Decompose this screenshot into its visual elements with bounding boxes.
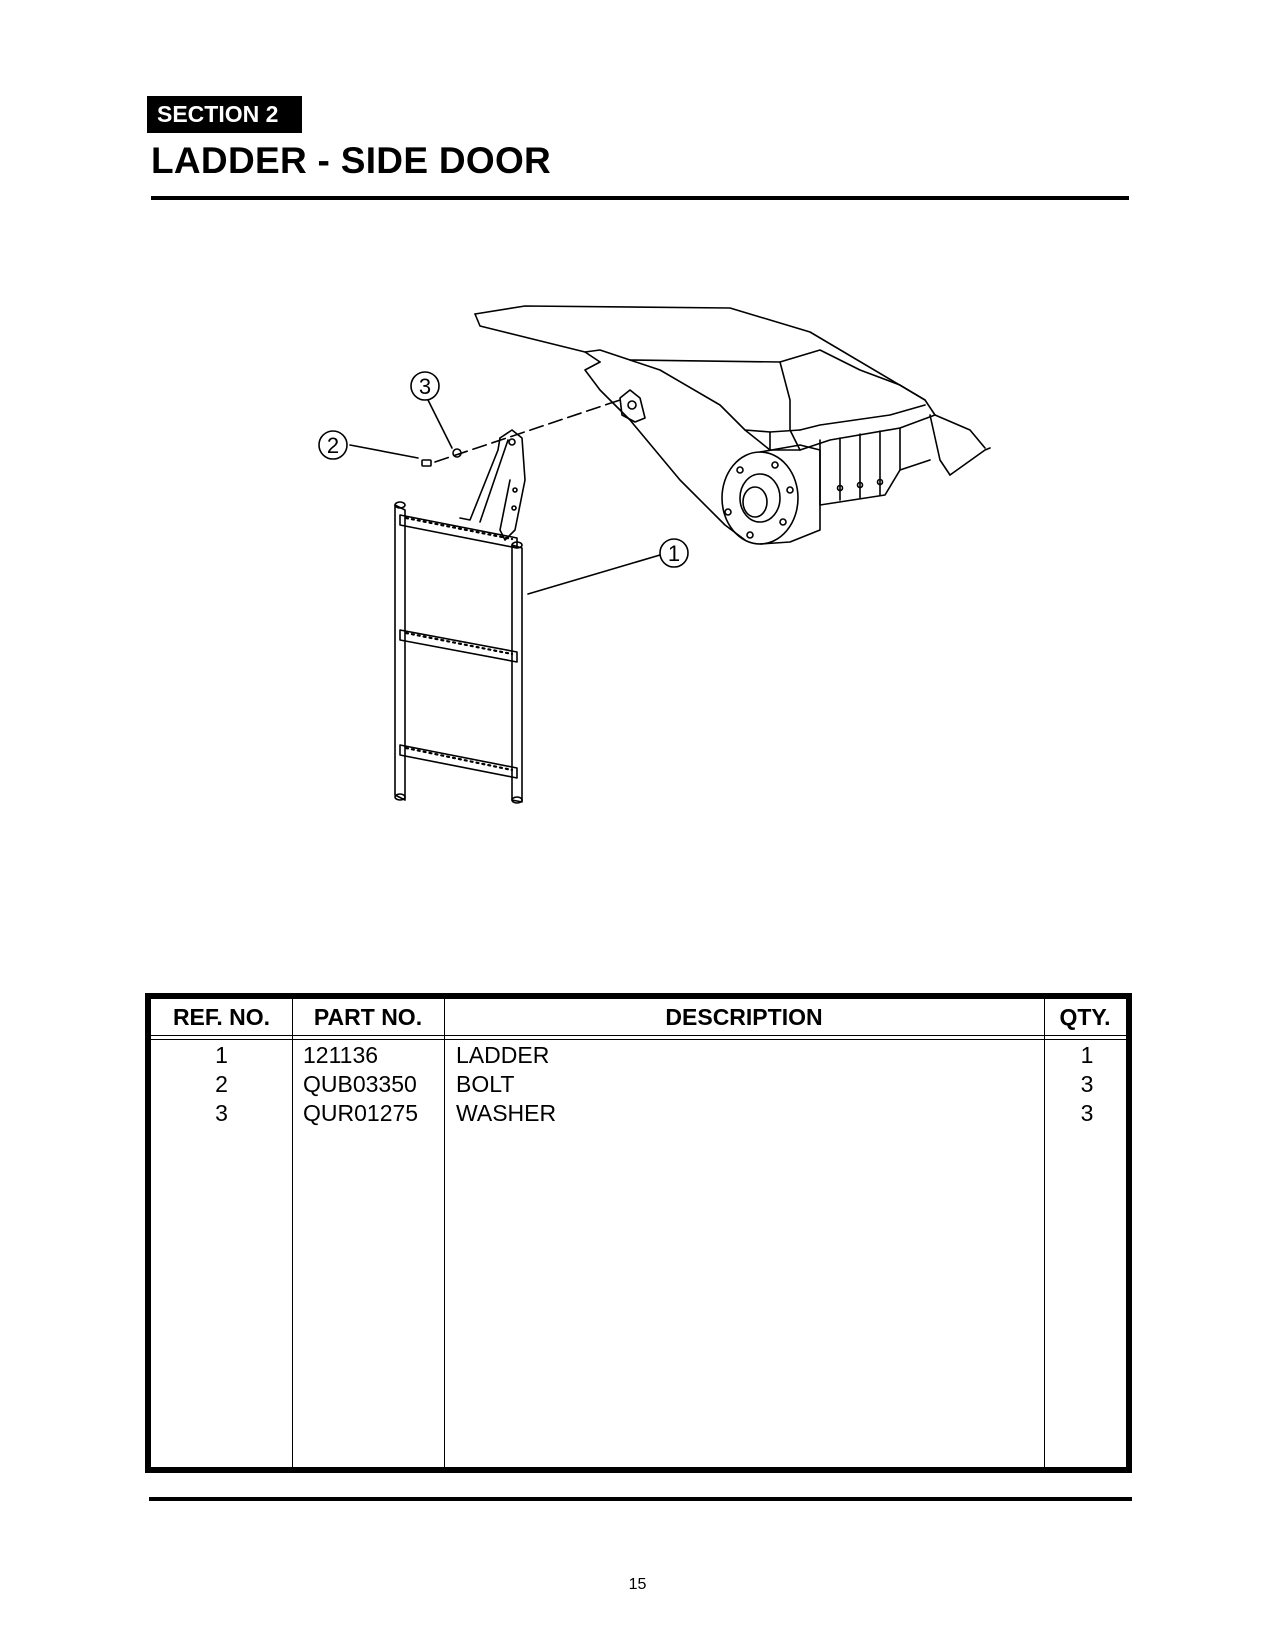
header-ref-no: REF. NO. <box>172 1004 271 1030</box>
axle-hub <box>722 445 883 544</box>
leader-line-3 <box>428 400 452 448</box>
callout-label-3: 3 <box>418 374 432 399</box>
header-description: DESCRIPTION <box>665 1004 823 1030</box>
qty-cell: 1 <box>1080 1042 1094 1068</box>
description-cell: WASHER <box>456 1100 557 1126</box>
footer-rule <box>149 1497 1132 1501</box>
part-no-cell: QUB03350 <box>303 1071 417 1097</box>
ref-no-cell: 2 <box>215 1071 228 1097</box>
header-part-no: PART NO. <box>313 1004 423 1030</box>
callout-label-1: 1 <box>667 541 681 566</box>
description-cell: LADDER <box>456 1042 550 1068</box>
table-header-row <box>151 999 1126 1036</box>
ladder-part <box>395 502 522 803</box>
ladder-bracket <box>460 430 525 540</box>
table-row <box>151 1041 1126 1070</box>
page-number: 15 <box>628 1576 647 1593</box>
part-no-cell: 121136 <box>303 1042 379 1068</box>
table-row <box>151 1099 1126 1128</box>
parts-list-table <box>145 993 1132 1473</box>
description-cell: BOLT <box>456 1071 515 1097</box>
header-rule <box>151 196 1129 200</box>
qty-cell: 3 <box>1080 1100 1094 1126</box>
callout-label-2: 2 <box>326 433 340 458</box>
table-row <box>151 1070 1126 1099</box>
header-qty: QTY. <box>1059 1004 1111 1030</box>
leader-line-1 <box>528 555 660 594</box>
assembly-line <box>435 400 620 462</box>
table-body <box>151 1041 1126 1128</box>
bolt-part <box>422 460 431 466</box>
page-title: LADDER - SIDE DOOR <box>151 140 552 181</box>
ref-no-cell: 3 <box>215 1100 228 1126</box>
header-double-rule <box>151 1039 1126 1040</box>
qty-cell: 3 <box>1080 1071 1094 1097</box>
frame-mount-bracket <box>620 390 645 422</box>
part-no-cell: QUR01275 <box>303 1100 419 1126</box>
leader-line-2 <box>350 445 418 458</box>
exploded-view-diagram <box>300 290 1080 850</box>
ref-no-cell: 1 <box>215 1042 228 1068</box>
section-label: SECTION 2 <box>147 96 302 133</box>
